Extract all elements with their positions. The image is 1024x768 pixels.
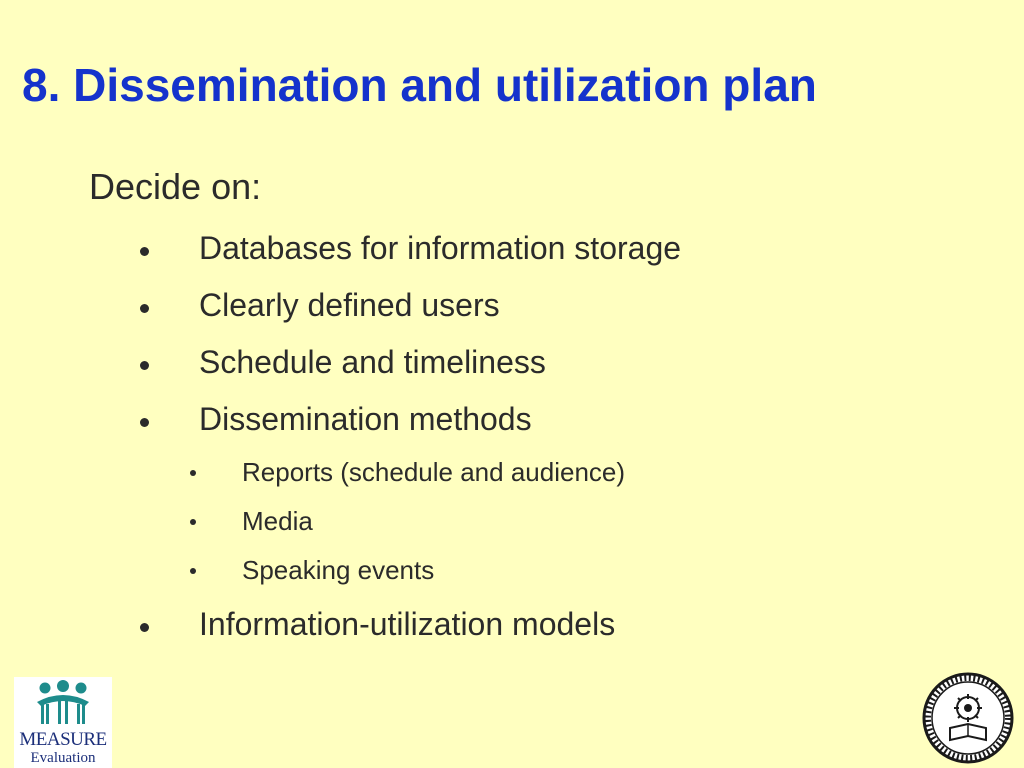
sub-bullet-text: Media <box>242 506 313 536</box>
university-seal-icon <box>920 672 1016 764</box>
bullet-text: Information-utilization models <box>199 606 616 642</box>
sub-bullet-text: Reports (schedule and audience) <box>242 457 626 487</box>
bullet-dot-icon <box>140 304 149 313</box>
bullet-text: Databases for information storage <box>199 230 682 266</box>
logo-brand-name: MEASURE <box>19 729 107 750</box>
measure-evaluation-logo <box>14 677 112 768</box>
intro-text: Decide on: <box>89 166 262 207</box>
sub-bullet-dot-icon <box>190 568 196 574</box>
slide-title: 8. Dissemination and utilization plan <box>22 59 817 111</box>
people-group-icon <box>33 680 93 728</box>
bullet-text: Dissemination methods <box>199 401 532 437</box>
bullet-dot-icon <box>140 361 149 370</box>
sub-bullet-text: Speaking events <box>242 555 435 585</box>
sub-bullet-dot-icon <box>190 519 196 525</box>
bullet-text: Schedule and timeliness <box>199 344 546 380</box>
bullet-dot-icon <box>140 247 149 256</box>
bullet-text: Clearly defined users <box>199 287 500 323</box>
logo-subtitle: Evaluation <box>30 750 96 766</box>
sub-bullet-dot-icon <box>190 470 196 476</box>
bullet-dot-icon <box>140 418 149 427</box>
bullet-dot-icon <box>140 623 149 632</box>
